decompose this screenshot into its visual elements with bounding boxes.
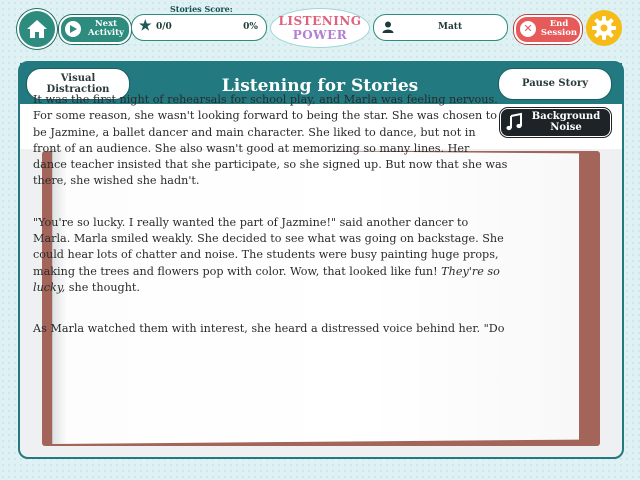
- score-percent: 0%: [243, 22, 258, 32]
- story-line-text: making the trees and flowers pop with color. Wow, that looked like fun!: [33, 264, 438, 278]
- story-paragraph-1: [33, 92, 573, 190]
- visual-distraction-line2: Distraction: [46, 84, 110, 95]
- end-session-label-line2: Session: [540, 28, 578, 38]
- story-text: [33, 92, 573, 336]
- user-icon: [382, 21, 394, 33]
- background-noise-line1: Background: [531, 111, 601, 122]
- user-box: [373, 14, 508, 41]
- listening-power-logo: [270, 8, 370, 48]
- end-session-button[interactable]: [514, 15, 582, 44]
- story-line: [33, 264, 573, 280]
- story-paragraph-2: [33, 215, 573, 296]
- home-button[interactable]: [17, 9, 57, 49]
- logo-line2: POWER: [292, 28, 348, 42]
- next-activity-button[interactable]: [59, 15, 131, 44]
- panel-title: Listening for Stories: [221, 76, 419, 96]
- story-italic-text: They're so: [441, 264, 500, 278]
- close-icon: ✕: [520, 21, 536, 37]
- score-fraction: 0/0: [156, 22, 172, 32]
- next-activity-label-line2: Activity: [88, 28, 124, 38]
- settings-button[interactable]: [586, 10, 622, 46]
- gear-icon: [591, 15, 617, 41]
- story-paragraph-3: [33, 321, 573, 337]
- next-activity-label-line1: Next: [94, 19, 118, 29]
- story-line: be Jazmine, a ballet dancer and main character. She liked to dance, but not in: [33, 125, 476, 139]
- end-session-label: [538, 20, 580, 38]
- next-activity-label: [83, 20, 129, 38]
- story-line: For some reason, she wasn't looking forward to being the star. She was chosen to: [33, 109, 498, 123]
- story-line: [33, 280, 573, 296]
- score-box: [131, 14, 267, 41]
- story-line-text: she thought.: [68, 280, 140, 294]
- story-line: there, she wished she hadn't.: [33, 174, 200, 188]
- story-line: It was the first night of rehearsals for school play, and Marla was feeling nervous.: [33, 93, 498, 106]
- story-line: dance teacher insisted that she participate, so she signed up. But now that she was: [33, 158, 508, 172]
- play-icon: [65, 21, 81, 37]
- background-noise-line2: Noise: [550, 122, 582, 133]
- logo-line1: LISTENING: [278, 14, 362, 28]
- top-bar: [0, 0, 640, 56]
- story-line: "You're so lucky. I really wanted the part of Jazmine!" said another dancer to: [33, 215, 469, 229]
- home-icon: [26, 19, 48, 39]
- pause-story-button[interactable]: Pause Story: [498, 68, 612, 100]
- score-title: Stories Score:: [170, 4, 233, 14]
- username: Matt: [438, 22, 463, 32]
- story-line: front of an audience. She also wasn't good at memorizing so many lines. Her: [33, 141, 470, 155]
- story-italic-text: lucky,: [33, 280, 66, 294]
- story-line: could hear lots of chatter and noise. The students were busy painting huge props,: [33, 248, 499, 262]
- star-icon: ★: [139, 18, 152, 34]
- story-line: Marla. Marla smiled weakly. She decided to see what was going on backstage. She: [33, 232, 504, 246]
- story-line: As Marla watched them with interest, she heard a distressed voice behind her. "Do: [33, 322, 505, 336]
- visual-distraction-line1: Visual: [60, 73, 96, 84]
- end-session-label-line1: End: [549, 19, 569, 29]
